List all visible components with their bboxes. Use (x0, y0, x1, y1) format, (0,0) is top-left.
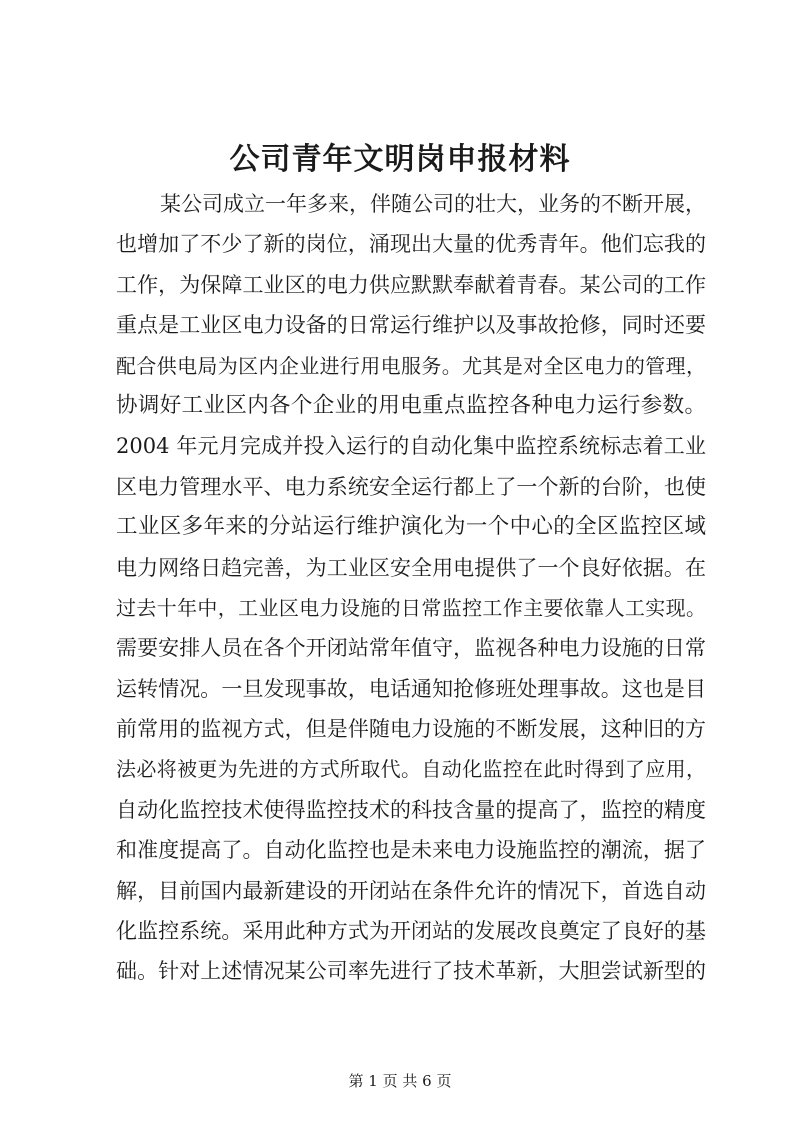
page-footer: 第 1 页 共 6 页 (348, 1072, 452, 1090)
document-title: 公司青年文明岗申报材料 (229, 142, 571, 177)
body-line: 配合供电局为区内企业进行用电服务。尤其是对全区电力的管理， (116, 353, 706, 378)
body-line: 需要安排人员在各个开闭站常年值守，监视各种电力设施的日常 (116, 636, 706, 661)
body-line: 和准度提高了。自动化监控也是未来电力设施监控的潮流，据了 (116, 838, 706, 863)
body-line: 运转情况。一旦发现事故，电话通知抢修班处理事故。这也是目 (116, 676, 706, 701)
body-line: 某公司成立一年多来，伴随公司的壮大，业务的不断开展， (160, 192, 706, 216)
body-line: 重点是工业区电力设备的日常运行维护以及事故抢修，同时还要 (116, 313, 706, 338)
body-line: 区电力管理水平、电力系统安全运行都上了一个新的台阶，也使 (116, 474, 706, 499)
body-line: 础。针对上述情况某公司率先进行了技术革新，大胆尝试新型的 (116, 959, 706, 984)
body-line: 工业区多年来的分站运行维护演化为一个中心的全区监控区域 (116, 514, 706, 540)
body-line: 解，目前国内最新建设的开闭站在条件允许的情况下，首选自动 (116, 878, 706, 903)
body-line: 工作，为保障工业区的电力供应默默奉献着青春。某公司的工作 (116, 272, 706, 297)
body-line: 化监控系统。采用此种方式为开闭站的发展改良奠定了良好的基 (116, 919, 706, 944)
body-line: 法必将被更为先进的方式所取代。自动化监控在此时得到了应用， (116, 757, 706, 782)
body-line: 电力网络日趋完善，为工业区安全用电提供了一个良好依据。在 (116, 555, 706, 580)
document-body (116, 184, 706, 992)
body-line: 自动化监控技术使得监控技术的科技含量的提高了，监控的精度 (116, 797, 706, 822)
body-line: 2004 年元月完成并投入运行的自动化集中监控系统标志着工业 (116, 434, 706, 459)
body-line: 前常用的监视方式，但是伴随电力设施的不断发展，这种旧的方 (116, 717, 706, 742)
body-line: 也增加了不少了新的岗位，涌现出大量的优秀青年。他们忘我的 (116, 232, 706, 257)
body-line: 协调好工业区内各个企业的用电重点监控各种电力运行参数。 (116, 392, 706, 418)
body-line: 过去十年中，工业区电力设施的日常监控工作主要依靠人工实现。 (116, 595, 706, 620)
